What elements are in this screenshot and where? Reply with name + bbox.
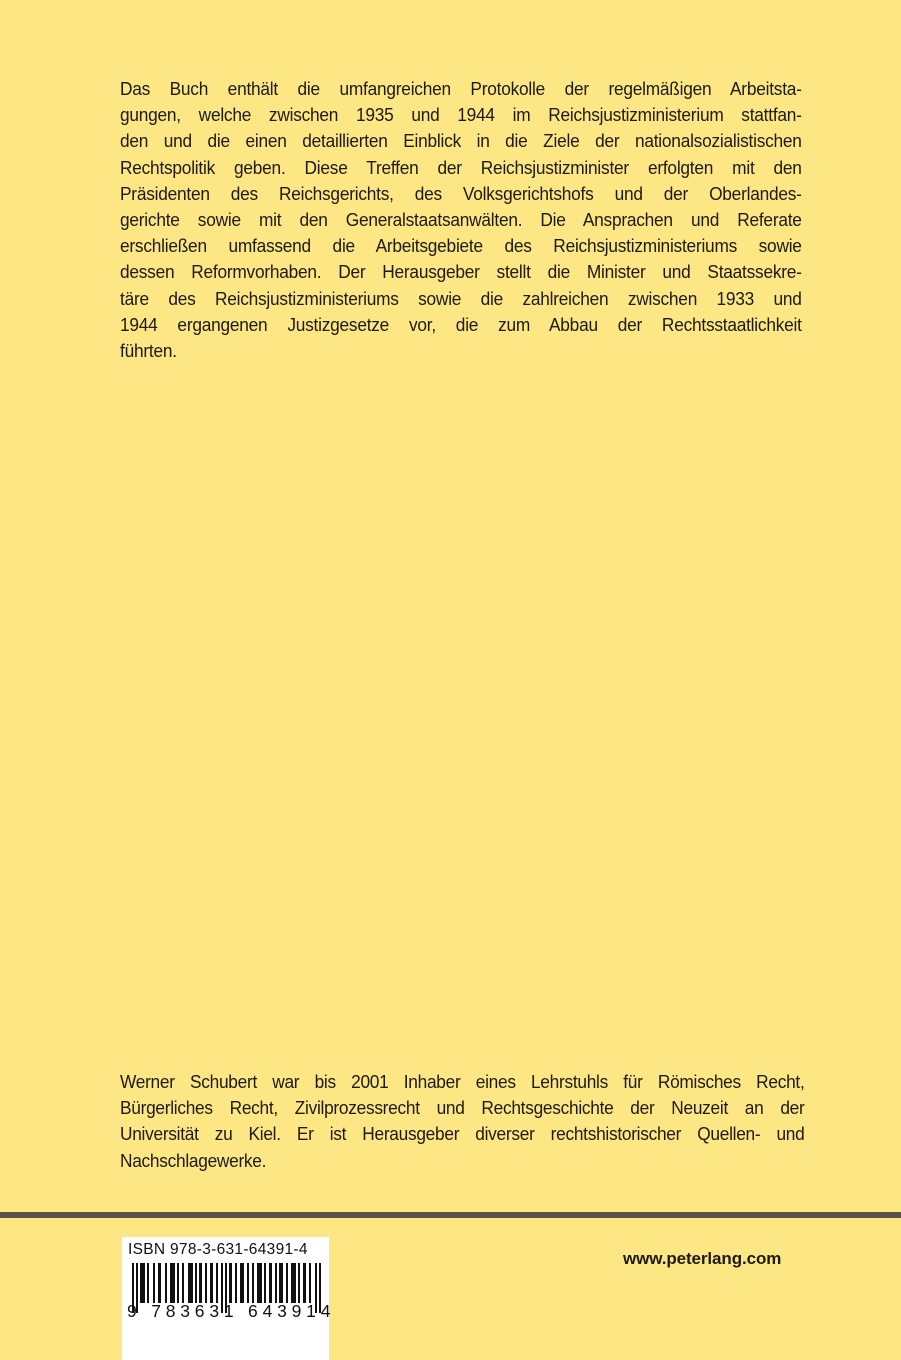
publisher-url[interactable]: www.peterlang.com <box>623 1249 782 1268</box>
description-line: führten. <box>120 340 177 362</box>
description-line: Das Buch enthält die umfangreichen Protokolle der regelmäßigen Arbeitsta- <box>120 78 802 99</box>
description-line: den und die einen detaillierten Einblick in die Ziele der nationalsozialistischen <box>120 130 802 152</box>
description-line: Rechtspolitik geben. Diese Treffen der Reichsjustizminister erfolgten mit den <box>120 156 802 178</box>
barcode-digits: 9 783631 643914 <box>127 1301 336 1321</box>
isbn-barcode-box <box>122 1237 336 1360</box>
divider-bar <box>0 1212 901 1218</box>
description-line: erschließen umfassend die Arbeitsgebiete des Reichsjustizministeriums sowie <box>120 235 802 257</box>
description-line: Präsidenten des Reichsgerichts, des Volksgerichtshofs und der Oberlandes- <box>120 182 802 204</box>
description-line: gerichte sowie mit den Generalstaatsanwälten. Die Ansprachen und Referate <box>120 209 802 231</box>
bio-line: Werner Schubert war bis 2001 Inhaber eines Lehrstuhls für Römisches Recht, <box>120 1071 805 1092</box>
book-description <box>120 76 802 364</box>
description-line: täre des Reichsjustizministeriums sowie die zahlreichen zwischen 1933 und <box>120 287 802 309</box>
description-line: dessen Reformvorhaben. Der Herausgeber stellt die Minister und Staatssekre- <box>120 261 802 283</box>
bio-line: Bürgerliches Recht, Zivilprozessrecht und Rechtsgeschichte der Neuzeit an der <box>120 1097 805 1119</box>
author-bio <box>120 1069 804 1174</box>
bio-line: Universität zu Kiel. Er ist Herausgeber diverser rechtshistorischer Quellen- und <box>120 1123 805 1145</box>
description-line: gungen, welche zwischen 1935 und 1944 im Reichsjustizministerium stattfan- <box>120 104 802 126</box>
bio-line: Nachschlagewerke. <box>120 1149 267 1171</box>
isbn-label: ISBN 978-3-631-64391-4 <box>128 1241 308 1258</box>
description-line: 1944 ergangenen Justizgesetze vor, die zum Abbau der Rechtsstaatlichkeit <box>120 313 802 335</box>
